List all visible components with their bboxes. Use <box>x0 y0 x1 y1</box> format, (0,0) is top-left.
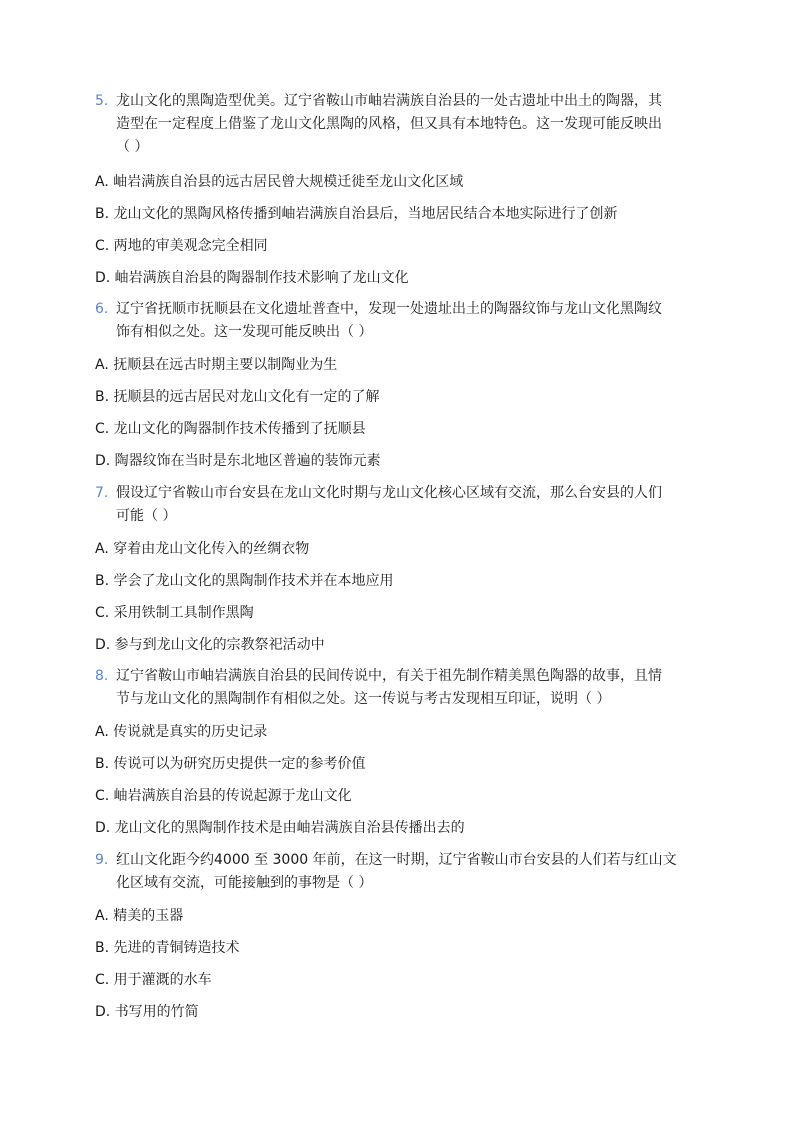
question-7 <box>95 482 705 528</box>
question-line <box>95 136 705 159</box>
question-9 <box>95 849 705 895</box>
option-7-a: A. 穿着由龙山文化传入的丝绸衣物 <box>95 541 310 557</box>
option-7-b: B. 学会了龙山文化的黑陶制作技术并在本地应用 <box>95 573 394 589</box>
option-6-d: D. 陶器纹饰在当时是东北地区普遍的装饰元素 <box>95 453 381 469</box>
question-text: 辽宁省鞍山市岫岩满族自治县的民间传说中，有关于祖先制作精美黑色陶器的故事，且情 <box>116 668 662 684</box>
question-number: 6. <box>95 301 109 317</box>
option-5-a: A. 岫岩满族自治县的远古居民曾大规模迁徙至龙山文化区域 <box>95 174 464 190</box>
option-6-a: A. 抚顺县在远古时期主要以制陶业为生 <box>95 357 338 373</box>
option-5-c: C. 两地的审美观念完全相同 <box>95 238 268 254</box>
option-9-c: C. 用于灌溉的水车 <box>95 972 212 988</box>
answer-bracket: （ ） <box>116 139 149 155</box>
question-text: 红山文化距今约4000 至 3000 年前，在这一时期，辽宁省鞍山市台安县的人们若与红山文 <box>116 852 677 868</box>
option-8-c: C. 岫岩满族自治县的传说起源于龙山文化 <box>95 788 352 804</box>
question-line <box>95 90 705 113</box>
option-9-d: D. 书写用的竹简 <box>95 1004 199 1020</box>
question-line <box>95 688 705 711</box>
question-text: 造型在一定程度上借鉴了龙山文化黑陶的风格，但又具有本地特色。这一发现可能反映出 <box>116 116 662 132</box>
option-6-b: B. 抚顺县的远古居民对龙山文化有一定的了解 <box>95 389 380 405</box>
question-text: 辽宁省抚顺市抚顺县在文化遗址普查中，发现一处遗址出土的陶器纹饰与龙山文化黑陶纹 <box>116 301 662 317</box>
option-9-b: B. 先进的青铜铸造技术 <box>95 940 240 956</box>
option-9-a: A. 精美的玉器 <box>95 908 184 924</box>
option-8-d: D. 龙山文化的黑陶制作技术是由岫岩满族自治县传播出去的 <box>95 820 465 836</box>
option-8-a: A. 传说就是真实的历史记录 <box>95 724 268 740</box>
option-7-d: D. 参与到龙山文化的宗教祭祀活动中 <box>95 637 325 653</box>
question-text: 饰有相似之处。这一发现可能反映出（ ） <box>116 324 373 340</box>
question-8 <box>95 665 705 711</box>
option-5-d: D. 岫岩满族自治县的陶器制作技术影响了龙山文化 <box>95 270 409 286</box>
question-6 <box>95 298 705 344</box>
question-text: 节与龙山文化的黑陶制作有相似之处。这一传说与考古发现相互印证，说明（ ） <box>116 691 611 707</box>
question-line <box>95 872 705 895</box>
question-line <box>95 665 705 688</box>
question-line <box>95 849 705 872</box>
question-line <box>95 113 705 136</box>
question-number: 5. <box>95 93 109 109</box>
question-text: 可能（ ） <box>116 508 177 524</box>
option-5-b: B. 龙山文化的黑陶风格传播到岫岩满族自治县后，当地居民结合本地实际进行了创新 <box>95 206 618 222</box>
question-text: 龙山文化的黑陶造型优美。辽宁省鞍山市岫岩满族自治县的一处古遗址中出土的陶器，其 <box>116 93 662 109</box>
question-line <box>95 505 705 528</box>
question-number: 9. <box>95 852 109 868</box>
option-6-c: C. 龙山文化的陶器制作技术传播到了抚顺县 <box>95 421 366 437</box>
option-8-b: B. 传说可以为研究历史提供一定的参考价值 <box>95 756 366 772</box>
question-line <box>95 482 705 505</box>
question-line <box>95 298 705 321</box>
question-line <box>95 321 705 344</box>
question-number: 8. <box>95 668 109 684</box>
question-5 <box>95 90 705 159</box>
question-text: 假设辽宁省鞍山市台安县在龙山文化时期与龙山文化核心区域有交流，那么台安县的人们 <box>116 485 662 501</box>
question-number: 7. <box>95 485 109 501</box>
option-7-c: C. 采用铁制工具制作黑陶 <box>95 605 254 621</box>
question-text: 化区域有交流，可能接触到的事物是（ ） <box>116 875 373 891</box>
